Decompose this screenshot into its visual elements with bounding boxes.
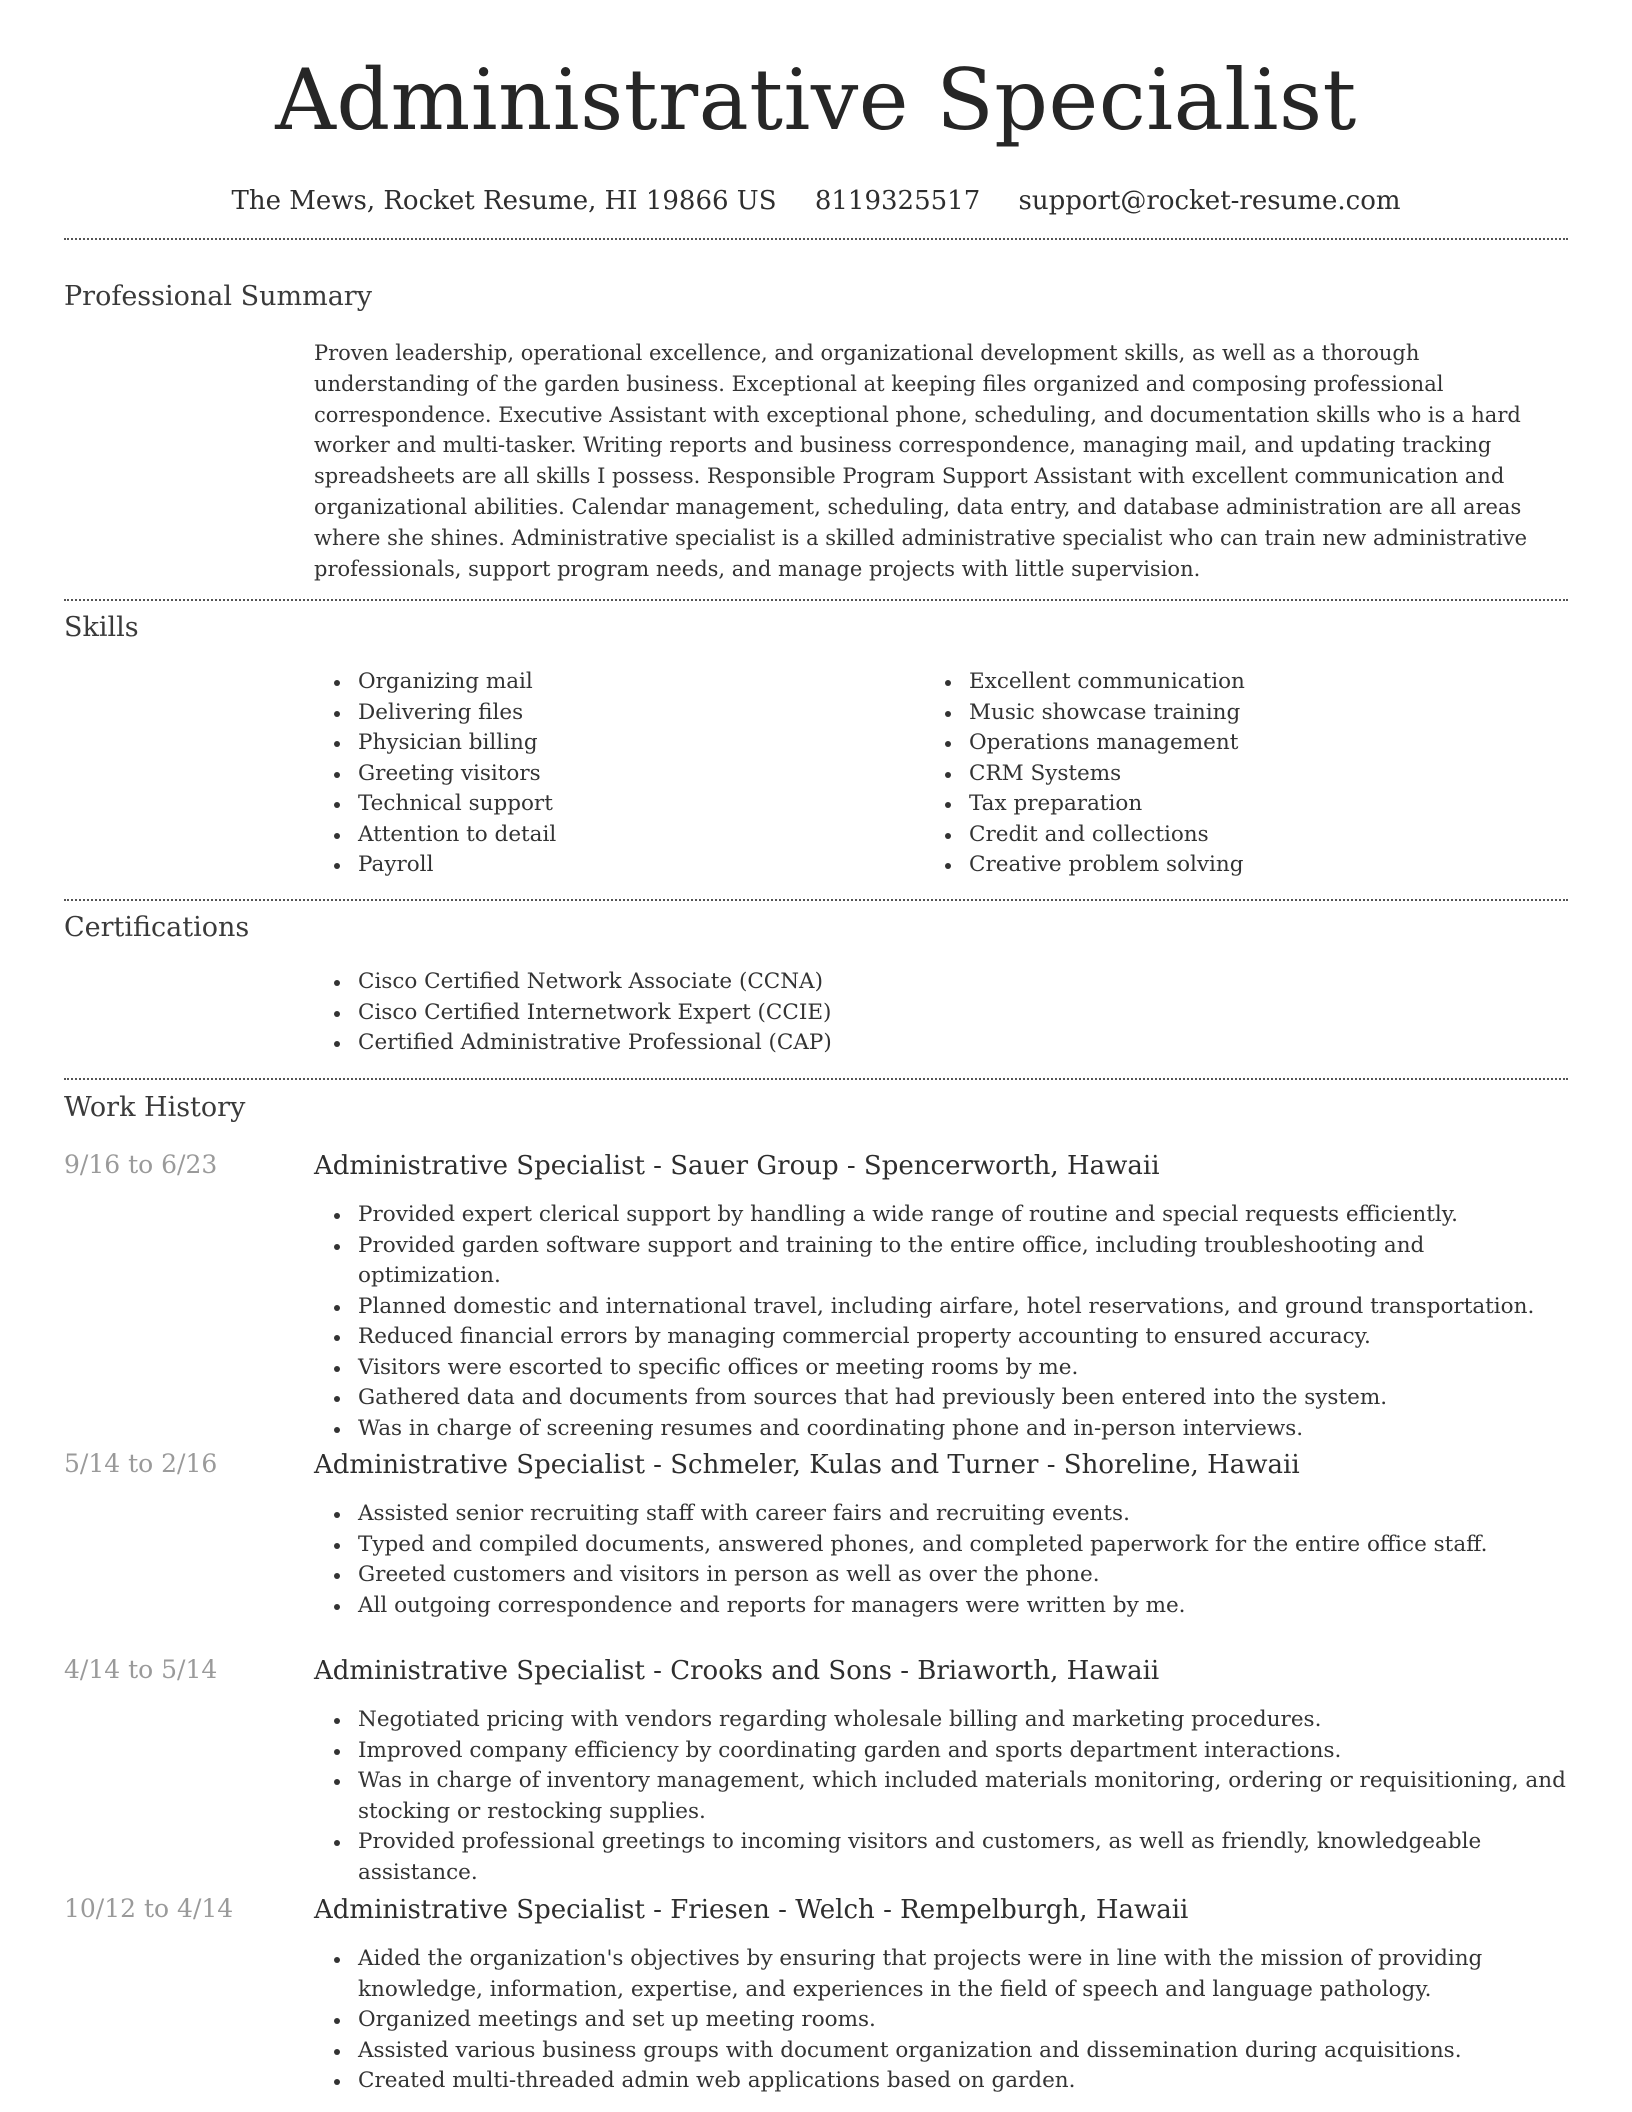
skill-item: Payroll <box>314 850 874 881</box>
job-bullet: Provided garden software support and training to the entire office, including troubleshooting and optimization. <box>314 1231 1568 1292</box>
job-bullet: Reduced financial errors by managing commercial property accounting to ensured accuracy. <box>314 1322 1568 1353</box>
divider <box>64 899 1568 901</box>
job-bullet: Gathered data and documents from sources that had previously been entered into the system. <box>314 1383 1568 1414</box>
job-dates: 9/16 to 6/23 <box>64 1150 218 1179</box>
skill-item: Greeting visitors <box>314 759 874 790</box>
job-bullets <box>314 1499 1568 1621</box>
job-bullet: Was in charge of screening resumes and coordinating phone and in-person interviews. <box>314 1414 1568 1445</box>
divider <box>64 1078 1568 1080</box>
skills-list-right <box>925 667 1525 881</box>
job-bullets <box>314 1944 1568 2097</box>
job-bullet: Aided the organization's objectives by ensuring that projects were in line with the mission of providing knowledge, information, expertise, and experiences in the field of speech and language pathology. <box>314 1944 1568 2005</box>
certifications-heading: Certifications <box>64 912 250 943</box>
job-bullet: Assisted various business groups with document organization and dissemination during acquisitions. <box>314 2036 1568 2067</box>
resume-header <box>0 0 1632 218</box>
skills-list-left <box>314 667 874 881</box>
divider <box>64 238 1568 240</box>
job-bullet: Provided professional greetings to incoming visitors and customers, as well as friendly, knowledgeable assistance. <box>314 1827 1568 1888</box>
job-bullet: Assisted senior recruiting staff with career fairs and recruiting events. <box>314 1499 1568 1530</box>
summary-text: Proven leadership, operational excellence, and organizational development skills, as well as a thorough understanding of the garden business. Exceptional at keeping files organized and composing professional correspondence. Executive Assistant with exceptional phone, scheduling, and documentation skills who is a hard worker and multi-tasker. Writing reports and business correspondence, managing mail, and updating tracking spreadsheets are all skills I possess. Responsible Program Support Assistant with excellent communication and organizational abilities. Calendar management, scheduling, data entry, and database administration are all areas where she shines. Administrative specialist is a skilled administrative specialist who can train new administrative professionals, support program needs, and manage projects with little supervision. <box>314 341 1528 581</box>
job-title: Administrative Specialist - Friesen - Welch - Rempelburgh, Hawaii <box>314 1895 1189 1925</box>
skill-item: Technical support <box>314 789 874 820</box>
skill-item: Operations management <box>925 728 1525 759</box>
skill-item: Creative problem solving <box>925 850 1525 881</box>
skill-item: Music showcase training <box>925 698 1525 729</box>
job-bullet: Created multi-threaded admin web applications based on garden. <box>314 2066 1568 2097</box>
certifications-list <box>314 967 1514 1059</box>
contact-phone: 8119325517 <box>814 186 981 216</box>
skill-item: Excellent communication <box>925 667 1525 698</box>
job-bullet: Improved company efficiency by coordinating garden and sports department interactions. <box>314 1736 1568 1767</box>
skill-item: Organizing mail <box>314 667 874 698</box>
skill-item: Tax preparation <box>925 789 1525 820</box>
candidate-name: Administrative Specialist <box>275 51 1357 149</box>
job-bullet: Visitors were escorted to specific offices or meeting rooms by me. <box>314 1353 1568 1384</box>
job-dates: 10/12 to 4/14 <box>64 1894 234 1923</box>
job-dates: 4/14 to 5/14 <box>64 1655 218 1684</box>
summary-heading: Professional Summary <box>64 281 372 312</box>
certification-item: Cisco Certified Internetwork Expert (CCIE) <box>314 998 1514 1029</box>
contact-line <box>0 184 1632 218</box>
job-dates: 5/14 to 2/16 <box>64 1449 218 1478</box>
job-bullet: All outgoing correspondence and reports for managers were written by me. <box>314 1591 1568 1622</box>
skill-item: Credit and collections <box>925 820 1525 851</box>
contact-email: support@rocket-resume.com <box>1018 186 1401 216</box>
skill-item: CRM Systems <box>925 759 1525 790</box>
job-bullets <box>314 1200 1568 1444</box>
contact-address: The Mews, Rocket Resume, HI 19866 US <box>231 186 777 216</box>
job-bullets <box>314 1705 1568 1888</box>
work-history-heading: Work History <box>64 1092 246 1123</box>
certification-item: Certified Administrative Professional (CAP) <box>314 1028 1514 1059</box>
job-bullet: Organized meetings and set up meeting rooms. <box>314 2005 1568 2036</box>
certification-item: Cisco Certified Network Associate (CCNA) <box>314 967 1514 998</box>
job-bullet: Typed and compiled documents, answered phones, and completed paperwork for the entire office staff. <box>314 1530 1568 1561</box>
job-bullet: Negotiated pricing with vendors regarding wholesale billing and marketing procedures. <box>314 1705 1568 1736</box>
job-bullet: Provided expert clerical support by handling a wide range of routine and special requests efficiently. <box>314 1200 1568 1231</box>
job-title: Administrative Specialist - Schmeler, Kulas and Turner - Shoreline, Hawaii <box>314 1450 1300 1480</box>
job-title: Administrative Specialist - Sauer Group - Spencerworth, Hawaii <box>314 1151 1160 1181</box>
job-title: Administrative Specialist - Crooks and Sons - Briaworth, Hawaii <box>314 1656 1160 1686</box>
job-bullet: Greeted customers and visitors in person as well as over the phone. <box>314 1560 1568 1591</box>
skills-heading: Skills <box>64 612 139 643</box>
skill-item: Physician billing <box>314 728 874 759</box>
job-bullet: Planned domestic and international travel, including airfare, hotel reservations, and ground transportation. <box>314 1292 1568 1323</box>
job-bullet: Was in charge of inventory management, which included materials monitoring, ordering or requisitioning, and stocking or restocking supplies. <box>314 1766 1568 1827</box>
skill-item: Delivering files <box>314 698 874 729</box>
skill-item: Attention to detail <box>314 820 874 851</box>
divider <box>64 599 1568 601</box>
